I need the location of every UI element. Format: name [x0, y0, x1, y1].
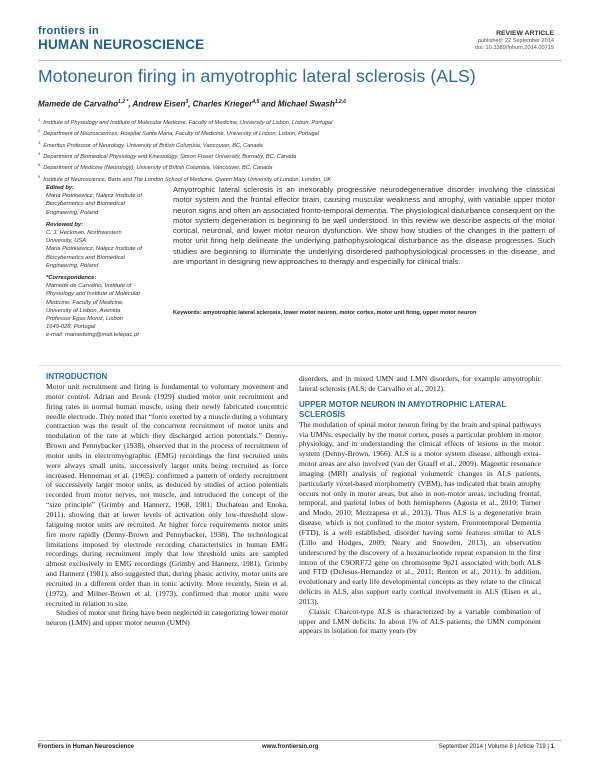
author-separator: ,	[188, 99, 193, 109]
sidebar-line: Mamede de Carvalho, Institute of	[46, 283, 132, 290]
author-affil: 1,2 *	[118, 99, 129, 105]
affiliation	[38, 127, 562, 138]
paragraph: disorders, and in mixed UMN and LMN disorders, for example amyotrophic lateral sclerosis (ALS; de Carvalho et al., 2012).	[299, 374, 541, 393]
footer-url[interactable]: www.frontiersin.org	[262, 744, 319, 750]
affiliation-number: 3	[38, 139, 41, 145]
author-affil: 3	[185, 99, 189, 105]
reviewed-by-section	[46, 221, 164, 270]
doi[interactable]: doi: 10.3389/fnhum.2014.00719	[474, 45, 554, 52]
section-heading-introduction: INTRODUCTION	[46, 372, 108, 381]
sidebar-line: University, USA	[46, 238, 87, 245]
sidebar-line: Physiology and Institute of Molecular	[46, 291, 141, 298]
section-divider	[38, 365, 562, 366]
author-separator: ,	[128, 99, 133, 109]
author-affil: 1,2,6	[334, 99, 346, 105]
affiliation-number: 6	[38, 173, 41, 179]
sidebar-line: Biocybernetics and Biomedical	[46, 254, 125, 261]
affiliation	[38, 139, 562, 150]
edited-by-label: Edited by:	[46, 185, 75, 191]
header-divider	[38, 60, 562, 61]
keywords	[173, 310, 555, 316]
affiliation-list	[38, 116, 562, 184]
affiliation-number: 1	[38, 117, 41, 122]
editor-sidebar	[46, 184, 164, 344]
edited-by-section	[46, 184, 164, 217]
journal-logo-top: frontiers in	[38, 25, 100, 37]
reviewed-by-label: Reviewed by:	[46, 221, 84, 228]
sidebar-line: Engineering, Poland	[46, 262, 99, 269]
author-name[interactable]: Charles Krieger	[192, 99, 253, 109]
journal-logo-bottom: HUMAN NEUROSCIENCE	[38, 37, 205, 52]
article-meta	[475, 30, 554, 52]
author-name[interactable]: Andrew Eisen	[132, 99, 186, 109]
sidebar-line: Maria Piotrkiewicz, Nałęcz Institute of	[46, 246, 143, 253]
affiliation-number: 5	[38, 162, 41, 168]
affiliation-number: 2	[38, 128, 41, 134]
correspondence-label: *Correspondence:	[46, 275, 97, 282]
sidebar-line: C. J. Heckman, Northwestern	[46, 230, 122, 237]
correspondence-section	[46, 274, 164, 340]
author-list	[38, 99, 562, 109]
correspondence-email[interactable]: e-mail: mamedemg@mail.telepac.pt	[46, 332, 139, 339]
article-type: REVIEW ARTICLE	[496, 30, 554, 37]
paragraph: Motor unit recruitment and firing is fundamental to voluntary movement and motor control. Adrian and Bronk (1929) studied motor unit recruitment and firing rates in normal human muscle, using their newly fabricated concentric needle electrode. They noted that “force exerted by a muscle during a voluntary contraction was the result of the concurrent recruitment of motor units and modulation of the rate at which they discharged action potentials.” Denny-Brown and Pennybacker (1938), observed that in the process of recruitment of motor units in electromyographic (EMG) recordings the first recruited units were always small units, successively larger units being recruited as force increased. Henneman et al. (1965), confirmed a pattern of orderly recruitment of successively larger motor units, as deduced by studies of action potentials recorded from motor nerves, not muscle, and introduced the concept of the “size principle” (Grimby and Hannerz, 1968, 1981; Duchateau and Enoka, 2011), showing that at lower levels of activation only low-threshold slow-fatiguing motor units are recruited. At higher force requirements motor units fire more rapidly (Denny-Brown and Pennybacker, 1938). The technological limitations imposed by electrode recording characteristics in human EMG recordings during recruitment imply that low threshold units are sampled almost exclusively in EMG recordings (Grimby and Hannerz, 1981). Grimby and Hannerz (1981), also suggested that, during phasic activity, motor units are recruited in a different order than in tonic activity. More recently, Stein et al. (1972), and Milner-Brown et al. (1973), confirmed that motor units were recruited in relation to size.	[46, 382, 288, 608]
affiliation-text: Department of Medicine (Neurology), University of British Columbia, Vancouver, BC, Canada	[43, 165, 273, 172]
sidebar-line: Professor Egas Moniz, Lisbon	[46, 316, 124, 323]
sidebar-line: Biocybernetics and Biomedical	[46, 201, 125, 208]
footer-issue-text: September 2014 | Volume 8 | Article 719 |	[438, 744, 549, 750]
sidebar-line: Medicine, Faculty of Medicine,	[46, 299, 124, 306]
keywords-label: Keywords:	[173, 310, 202, 316]
sidebar-line: University of Lisbon, Avenida	[46, 307, 121, 314]
footer-divider	[38, 740, 562, 741]
body-column-left	[46, 372, 288, 628]
page-number: 1	[550, 744, 554, 750]
author-separator: and	[259, 99, 278, 109]
sidebar-line: Engineering, Poland	[46, 209, 99, 216]
paragraph: Studies of motor unit firing have been neglected in categorizing lower motor neuron (LMN) and upper motor neuron (UMN)	[46, 608, 288, 628]
sidebar-line: Maria Piotrkiewicz, Nałęcz Institute of	[46, 193, 143, 200]
affiliation-text: Institute of Physiology and Institute of Molecular Medicine, Faculty of Medicine, University of Lisbon, Lisbon, Portugal	[43, 119, 333, 126]
affiliation	[38, 173, 562, 184]
affiliation	[38, 116, 562, 127]
abstract: Amyotrophic lateral sclerosis is an inexorably progressive neurodegenerative disorder involving the classical motor system and the frontal effector brain, causing muscular weakness and atrophy, with variable upper motor neuron signs and often an associated fronto-temporal dementia. The physiological disturbance consequent on the motor system degeneration is beginning to be well understood. In this review we describe aspects of the motor cortical, neuronal, and lower motor neuron dysfunction. We show how studies of the changes in the pattern of motor unit firing help delineate the underlying pathophysiological disturbance as the disease progresses. Such studies are beginning to illuminate the underlying disordered pathophysiological processes in the disease, and are important in designing new approaches to therapy and especially for clinical trials.	[173, 185, 555, 267]
body-column-right	[299, 374, 541, 636]
sidebar-line: 1649-028, Portugal	[46, 324, 96, 331]
paragraph: The modulation of spinal motor neuron firing by the brain and spinal pathways via UMNs, especially by the motor cortex, poses a particular problem in motor physiology, and in understanding the clinical effects of lesions in the motor system (Denny-Brown, 1966). ALS is a motor system disease, although extra-motor areas are also involved (van der Graaff et al., 2009). Magnetic resonance imaging (MRI) analysis of regional volumetric changes in ALS patients, particularly voxel-based morphometry (VBM), has indicated that brain atrophy occurs not only in motor areas, but also in non-motor areas, including frontal, temporal, and parietal lobes of both hemispheres (Agosta et al., 2010; Turner and Modo, 2010; Mezzapesa et al., 2013). Thus ALS is a degenerative brain disease, which is not confined to the motor system. Frontotemporal Dementia (FTD), is a well established, disorder having some features similar to ALS (Lillo and Hodges, 2009; Neary and Snowden, 2013), an observation underscored by the discovery of a hexanucleotide repeat expansion in the first intron of the C9ORF72 gene on chromosome 9p21 associated with both ALS and FTD (DeJesus-Hernandez et al., 2011; Renton et al., 2011). In addition, evolutionary and early life developmental concepts as they relate to the clinical deficits in ALS, also support early cortical involvement in ALS (Eisen et al., 2013).	[299, 419, 541, 606]
paragraph: Classic Charcot-type ALS is characterized by a variable combination of upper and LMN deficits. In about 1% of ALS patients, the UMN component appears in isolation for many years (by	[299, 606, 541, 636]
author-name[interactable]: Mamede de Carvalho	[38, 99, 119, 109]
section-heading-umn-als: UPPER MOTOR NEURON IN AMYOTROPHIC LATERAL SCLEROSIS	[299, 399, 507, 419]
affiliation-text: Department of Neurosciences, Hospital Santa Maria, Faculty of Medicine, University of Lisbon, Lisbon, Portugal	[43, 131, 320, 138]
affiliation	[38, 161, 562, 172]
published-date: published: 22 September 2014	[477, 38, 554, 45]
affiliation-text: Emeritus Professor of Neurology, University of British Columbia, Vancouver, BC, Canada	[43, 142, 263, 149]
author-affil: 4,5	[252, 99, 260, 105]
journal-logo	[38, 26, 204, 52]
keywords-list: amyotrophic lateral sclerosis, lower motor neuron, motor cortex, motor unit firing, upper motor neuron	[203, 310, 477, 316]
footer-journal: Frontiers in Human Neuroscience	[38, 744, 135, 750]
author-name[interactable]: Michael Swash	[277, 99, 335, 109]
affiliation-text: Institute of Neuroscience, Barts and The London School of Medicine, Queen Mary University of London, London, UK	[43, 176, 332, 183]
footer-issue	[439, 744, 554, 750]
article-title: Motoneuron firing in amyotrophic lateral sclerosis (ALS)	[38, 66, 476, 86]
affiliation-text: Department of Biomedical Physiology and Kinesiology, Simon Fraser University, Burnaby, BC, Canada	[43, 153, 297, 160]
affiliation-number: 4	[38, 151, 41, 157]
affiliation	[38, 150, 562, 161]
